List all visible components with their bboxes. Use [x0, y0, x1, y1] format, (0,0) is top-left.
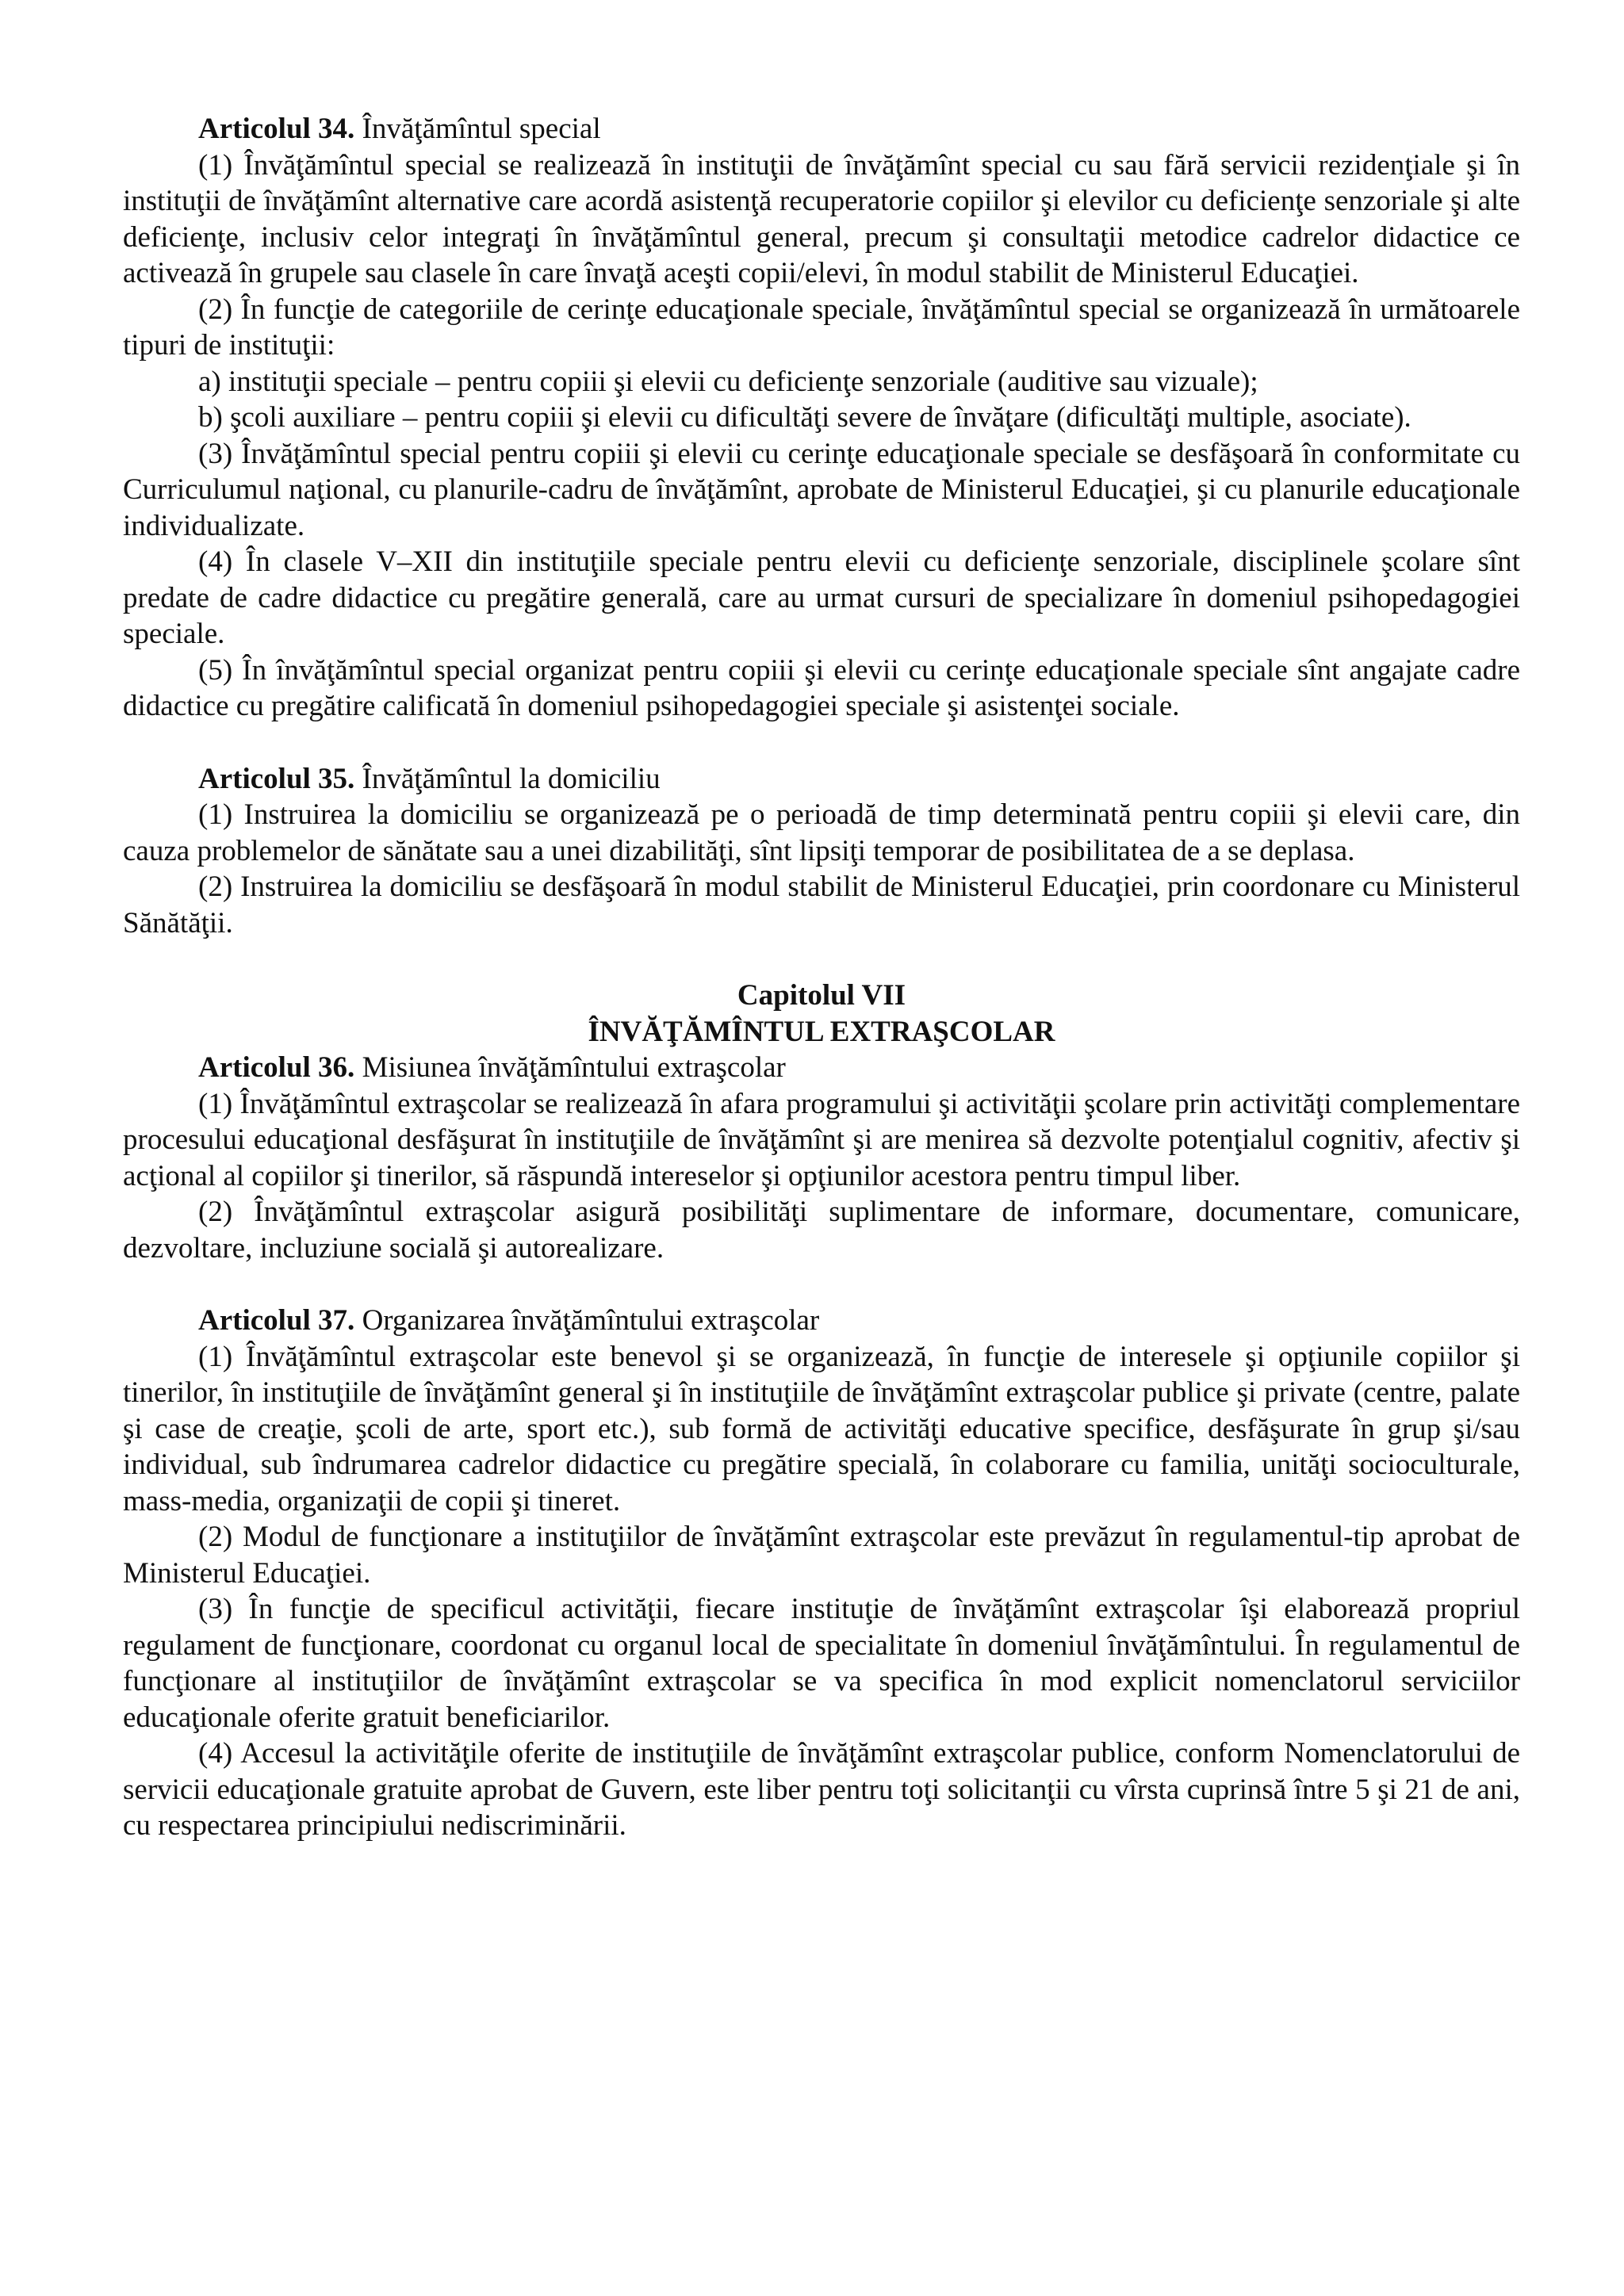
article-34-paragraph-3: (3) Învăţămîntul special pentru copiii şi elevii cu cerinţe educaţionale speciale se desfăşoară în conformitate cu Curriculumul naţional, cu planurile-cadru de învăţămînt, aprobate de Ministerul Educaţiei, şi cu planurile educaţionale individualizate. — [123, 437, 1520, 542]
article-37-paragraph-3: (3) În funcţie de specificul activităţii, fiecare instituţie de învăţămînt extraşcolar îşi elaborează propriul regulament de funcţionare, coordonat cu organul local de specialitate în domeniul învăţămîntului. În regulamentul de funcţionare al instituţiilor de învăţămînt extraşcolar se va specifica în mod explicit nomenclatorul serviciilor educaţionale oferite gratuit beneficiarilor. — [123, 1593, 1520, 1734]
article-37-heading — [123, 1303, 1520, 1339]
article-34-item-b: b) şcoli auxiliare – pentru copiii şi elevii cu dificultăţi severe de învăţare (dificultăţi multiple, asociate). — [198, 401, 1411, 434]
spacer — [123, 725, 1520, 761]
document-page — [123, 111, 1520, 1844]
article-37-paragraph-1: (1) Învăţămîntul extraşcolar este benevol şi se organizează, în funcţie de interesele şi opţiunile copiilor şi tinerilor, în instituţiile de învăţămînt general şi în instituţiile de învăţămînt extraşcolar publice şi private (centre, palate şi case de creaţie, şcoli de arte, sport etc.), sub formă de activităţi educative specifice, desfăşurate în grup şi/sau individual, sub îndrumarea cadrelor didactice cu pregătire specială, în colaborare cu familia, unităţi socioculturale, mass-media, organizaţii de copii şi tineret. — [123, 1340, 1520, 1517]
article-35-paragraph-2: (2) Instruirea la domiciliu se desfăşoară în modul stabilit de Ministerul Educaţiei, prin coordonare cu Ministerul Sănătăţii. — [123, 871, 1520, 939]
article-35-heading — [123, 761, 1520, 798]
article-36-label: Articolul 36. — [198, 1051, 355, 1084]
article-34-item-a: a) instituţii speciale – pentru copiii şi elevii cu deficienţe senzoriale (auditive sau vizuale); — [198, 365, 1258, 398]
article-36-heading — [123, 1050, 1520, 1086]
chapter-number: Capitolul VII — [737, 979, 906, 1012]
article-37-paragraph-4: (4) Accesul la activităţile oferite de instituţiile de învăţămînt extraşcolar publice, conform Nomenclatorului de servicii educaţionale gratuite aprobat de Guvern, este liber pentru toţi solicitanţii cu vîrsta cuprinsă între 5 şi 21 de ani, cu respectarea principiului nediscriminării. — [123, 1737, 1520, 1842]
article-35-label: Articolul 35. — [198, 762, 355, 795]
article-34-paragraph-4: (4) În clasele V–XII din instituţiile speciale pentru elevii cu deficienţe senzoriale, disciplinele şcolare sînt predate de cadre didactice cu pregătire generală, care au urmat cursuri de specializare în domeniul psihopedagogiei speciale. — [123, 545, 1520, 650]
article-34-label: Articolul 34. — [198, 113, 355, 145]
article-36-paragraph-1: (1) Învăţămîntul extraşcolar se realizează în afara programului şi activităţii şcolare prin activităţi complementare procesului educaţional desfăşurat în instituţiile de învăţămînt şi are menirea să dezvolte potenţialul cognitiv, afectiv şi acţional al copiilor şi tinerilor, să răspundă intereselor şi opţiunilor acestora pentru timpul liber. — [123, 1087, 1520, 1192]
article-37-label: Articolul 37. — [198, 1304, 355, 1337]
chapter-title: ÎNVĂŢĂMÎNTUL EXTRAŞCOLAR — [588, 1015, 1055, 1048]
article-35-paragraph-1: (1) Instruirea la domiciliu se organizează pe o perioadă de timp determinată pentru copiii şi elevii care, din cauza problemelor de sănătate sau a unei dizabilităţi, sînt lipsiţi temporar de posibilitatea de a se deplasa. — [123, 798, 1520, 867]
article-35-title: Învăţămîntul la domiciliu — [362, 762, 661, 795]
article-34-heading — [123, 111, 1520, 147]
article-37-paragraph-2: (2) Modul de funcţionare a instituţiilor de învăţămînt extraşcolar este prevăzut în regulamentul-tip aprobat de Ministerul Educaţiei. — [123, 1521, 1520, 1590]
article-34-title: Învăţămîntul special — [362, 113, 601, 145]
article-34-paragraph-2: (2) În funcţie de categoriile de cerinţe educaţionale speciale, învăţămîntul special se organizează în următoarele tipuri de instituţii: — [123, 293, 1520, 362]
spacer — [123, 941, 1520, 978]
article-36-title: Misiunea învăţămîntului extraşcolar — [362, 1051, 786, 1084]
article-34-paragraph-5: (5) În învăţămîntul special organizat pentru copiii şi elevii cu cerinţe educaţionale speciale sînt angajate cadre didactice cu pregătire calificată în domeniul psihopedagogiei speciale şi asistenţei sociale. — [123, 653, 1520, 722]
article-36-paragraph-2: (2) Învăţămîntul extraşcolar asigură posibilităţi suplimentare de informare, documentare, comunicare, dezvoltare, incluziune socială şi autorealizare. — [123, 1196, 1520, 1265]
spacer — [123, 1266, 1520, 1303]
article-37-title: Organizarea învăţămîntului extraşcolar — [362, 1304, 820, 1337]
article-34-paragraph-1: (1) Învăţămîntul special se realizează în instituţii de învăţămînt special cu sau fără servicii rezidenţiale şi în instituţii de învăţămînt alternative care acordă asistenţă recuperatorie copiilor şi elevilor cu deficienţe senzoriale şi alte deficienţe, inclusiv celor integraţi în învăţămîntul general, precum şi consultaţii metodice cadrelor didactice ce activează în grupele sau clasele în care învaţă aceşti copii/elevi, în modul stabilit de Ministerul Educaţiei. — [123, 148, 1520, 289]
